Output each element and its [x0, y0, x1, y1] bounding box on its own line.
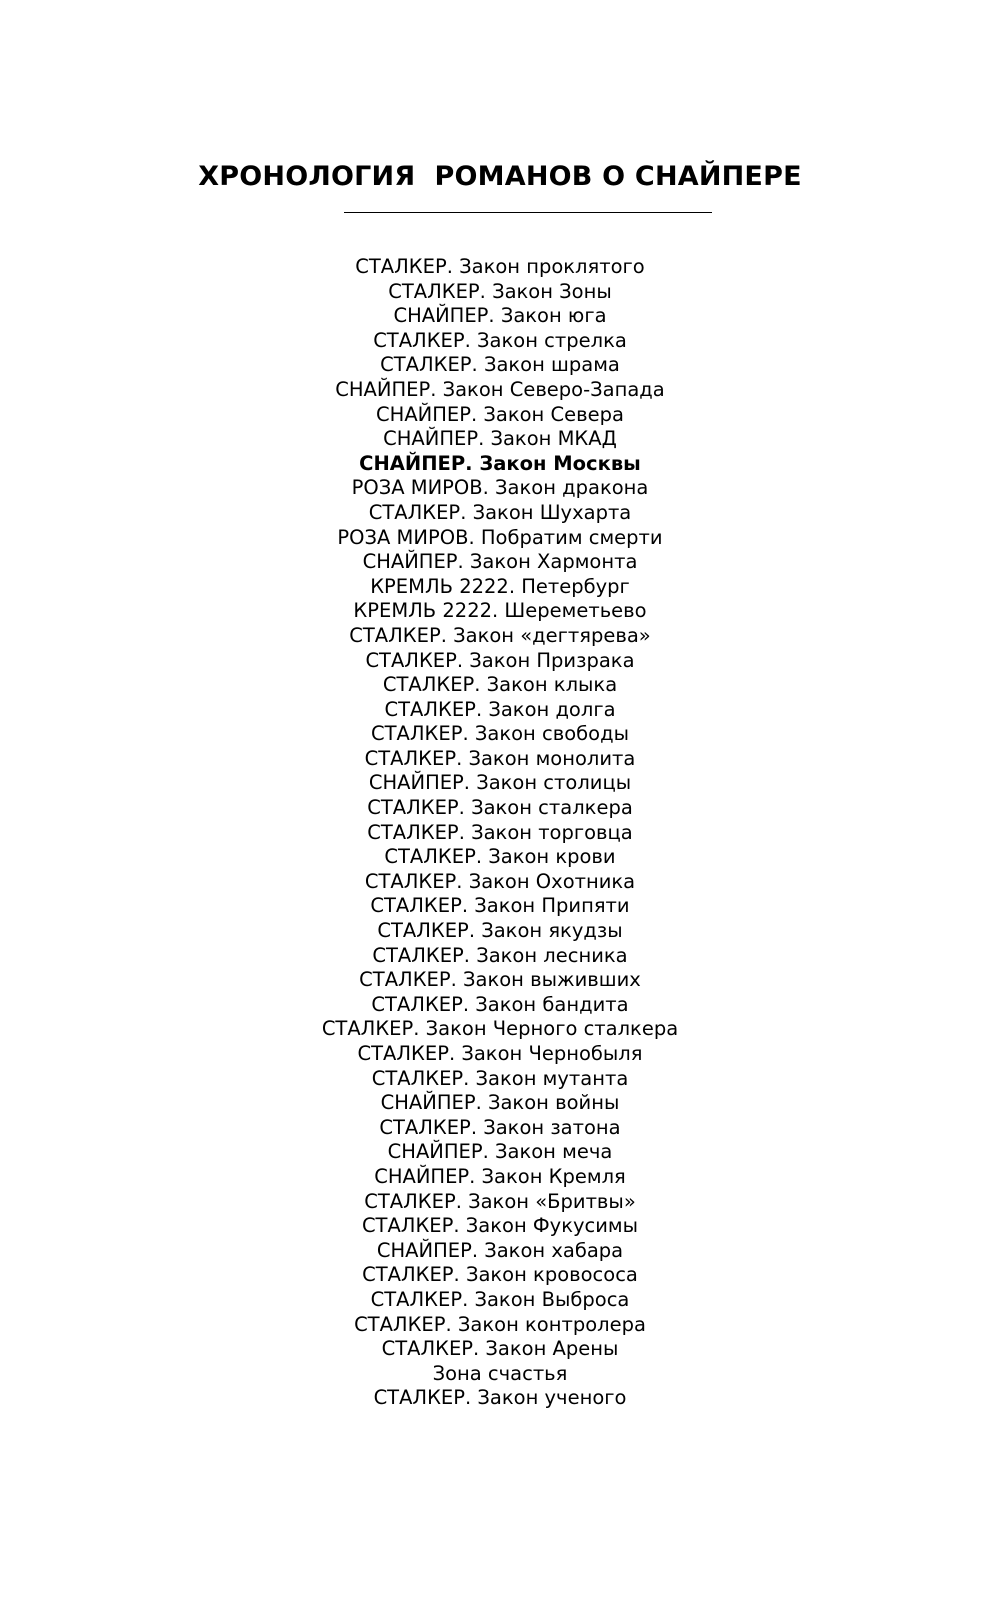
book-title: РОЗА МИРОВ. Побратим смерти — [337, 525, 663, 549]
book-title: СТАЛКЕР. Закон сталкера — [367, 796, 633, 820]
book-title: СТАЛКЕР. Закон долга — [384, 697, 616, 721]
book-title: СНАЙПЕР. Закон Москвы — [359, 451, 641, 475]
title-underline — [344, 212, 712, 213]
book-title: СТАЛКЕР. Закон кровососа — [362, 1263, 638, 1287]
book-title: СТАЛКЕР. Закон Шухарта — [368, 500, 632, 524]
book-title: СТАЛКЕР. Закон проклятого — [355, 255, 645, 278]
book-title: СТАЛКЕР. Закон Охотника — [364, 869, 636, 893]
book-title: СТАЛКЕР. Закон якудзы — [377, 919, 623, 943]
book-title: СТАЛКЕР. Закон Припяти — [370, 894, 630, 918]
book-title: СТАЛКЕР. Закон крови — [384, 845, 616, 869]
book-title: СТАЛКЕР. Закон Выброса — [370, 1287, 630, 1311]
book-title: РОЗА МИРОВ. Закон дракона — [351, 476, 649, 500]
book-chronology-list — [0, 255, 1000, 1411]
book-title: СТАЛКЕР. Закон бандита — [371, 992, 629, 1016]
book-title: СНАЙПЕР. Закон юга — [393, 304, 607, 328]
book-title: КРЕМЛЬ 2222. Шереметьево — [353, 599, 647, 623]
book-title: СТАЛКЕР. Закон Зоны — [388, 279, 612, 303]
book-title: СНАЙПЕР. Закон Хармонта — [362, 550, 638, 574]
book-title: СТАЛКЕР. Закон «дегтярева» — [349, 623, 651, 647]
book-title: СТАЛКЕР. Закон «Бритвы» — [364, 1189, 636, 1213]
book-title: СТАЛКЕР. Закон монолита — [364, 746, 636, 770]
book-title: СНАЙПЕР. Закон Северо-Запада — [335, 377, 665, 401]
book-title: СТАЛКЕР. Закон выживших — [359, 968, 641, 992]
book-title: СНАЙПЕР. Закон МКАД — [383, 427, 617, 451]
book-title: СТАЛКЕР. Закон Черного сталкера — [321, 1017, 679, 1041]
book-title: СНАЙПЕР. Закон Севера — [376, 402, 624, 426]
book-title: СТАЛКЕР. Закон Арены — [381, 1337, 619, 1361]
book-title: СТАЛКЕР. Закон лесника — [372, 943, 628, 967]
book-title: СНАЙПЕР. Закон столицы — [368, 771, 632, 795]
book-title: СНАЙПЕР. Закон Кремля — [374, 1164, 626, 1188]
book-title: СТАЛКЕР. Закон Чернобыля — [357, 1042, 643, 1065]
book-title: СНАЙПЕР. Закон меча — [387, 1140, 613, 1164]
book-title: СТАЛКЕР. Закон клыка — [382, 673, 618, 697]
book-title: СТАЛКЕР. Закон Призрака — [365, 648, 635, 672]
book-title: СТАЛКЕР. Закон стрелка — [373, 328, 627, 352]
book-title: СТАЛКЕР. Закон затона — [379, 1115, 621, 1139]
book-title: Зона счастья — [432, 1361, 568, 1385]
book-title: СТАЛКЕР. Закон ученого — [373, 1386, 627, 1410]
book-title: СТАЛКЕР. Закон контролера — [354, 1312, 646, 1336]
book-title: КРЕМЛЬ 2222. Петербург — [370, 574, 630, 598]
page-title: ХРОНОЛОГИЯ РОМАНОВ О СНАЙПЕРЕ — [198, 161, 802, 192]
book-title: СТАЛКЕР. Закон свободы — [371, 722, 629, 746]
book-title: СТАЛКЕР. Закон Фукусимы — [361, 1214, 639, 1238]
book-title: СТАЛКЕР. Закон шрама — [380, 353, 620, 377]
book-title: СТАЛКЕР. Закон торговца — [367, 820, 633, 844]
book-title: СТАЛКЕР. Закон мутанта — [371, 1066, 629, 1090]
book-title: СНАЙПЕР. Закон хабара — [376, 1238, 624, 1262]
book-title: СНАЙПЕР. Закон войны — [380, 1091, 620, 1115]
